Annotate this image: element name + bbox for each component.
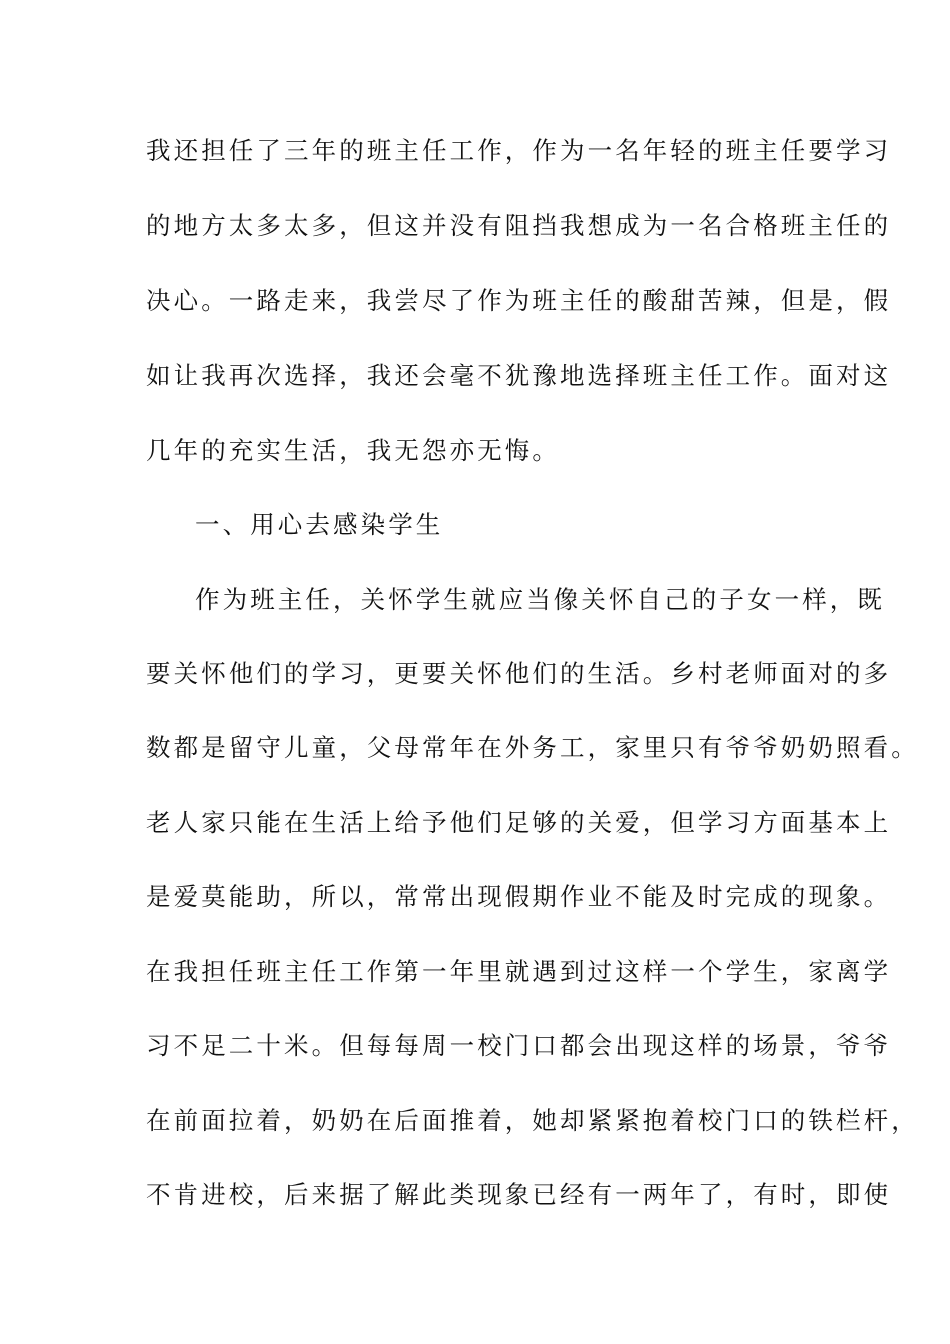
paragraph-2-line-4: 老人家只能在生活上给予他们足够的关爱，但学习方面基本上 (146, 808, 892, 837)
paragraph-1-line-3: 决心。一路走来，我尝尽了作为班主任的酸甜苦辣，但是，假 (146, 286, 892, 315)
paragraph-1-line-5: 几年的充实生活，我无怨亦无悔。 (146, 436, 560, 465)
paragraph-2-line-8: 在前面拉着，奶奶在后面推着，她却紧紧抱着校门口的铁栏杆， (146, 1106, 919, 1135)
paragraph-2-line-9: 不肯进校，后来据了解此类现象已经有一两年了，有时，即使 (146, 1180, 892, 1209)
paragraph-1-line-4: 如让我再次选择，我还会毫不犹豫地选择班主任工作。面对这 (146, 361, 892, 390)
paragraph-1-line-1: 我还担任了三年的班主任工作，作为一名年轻的班主任要学习 (146, 136, 892, 165)
paragraph-2-line-2: 要关怀他们的学习，更要关怀他们的生活。乡村老师面对的多 (146, 659, 892, 688)
paragraph-2-line-5: 是爱莫能助，所以，常常出现假期作业不能及时完成的现象。 (146, 882, 892, 911)
paragraph-2-line-3: 数都是留守儿童，父母常年在外务工，家里只有爷爷奶奶照看。 (146, 733, 919, 762)
section-heading: 一、用心去感染学生 (195, 510, 444, 539)
paragraph-2-line-6: 在我担任班主任工作第一年里就遇到过这样一个学生，家离学 (146, 957, 892, 986)
paragraph-1-line-2: 的地方太多太多，但这并没有阻挡我想成为一名合格班主任的 (146, 211, 892, 240)
paragraph-2-line-7: 习不足二十米。但每每周一校门口都会出现这样的场景，爷爷 (146, 1031, 892, 1060)
paragraph-2-line-1: 作为班主任，关怀学生就应当像关怀自己的子女一样，既 (195, 585, 885, 614)
